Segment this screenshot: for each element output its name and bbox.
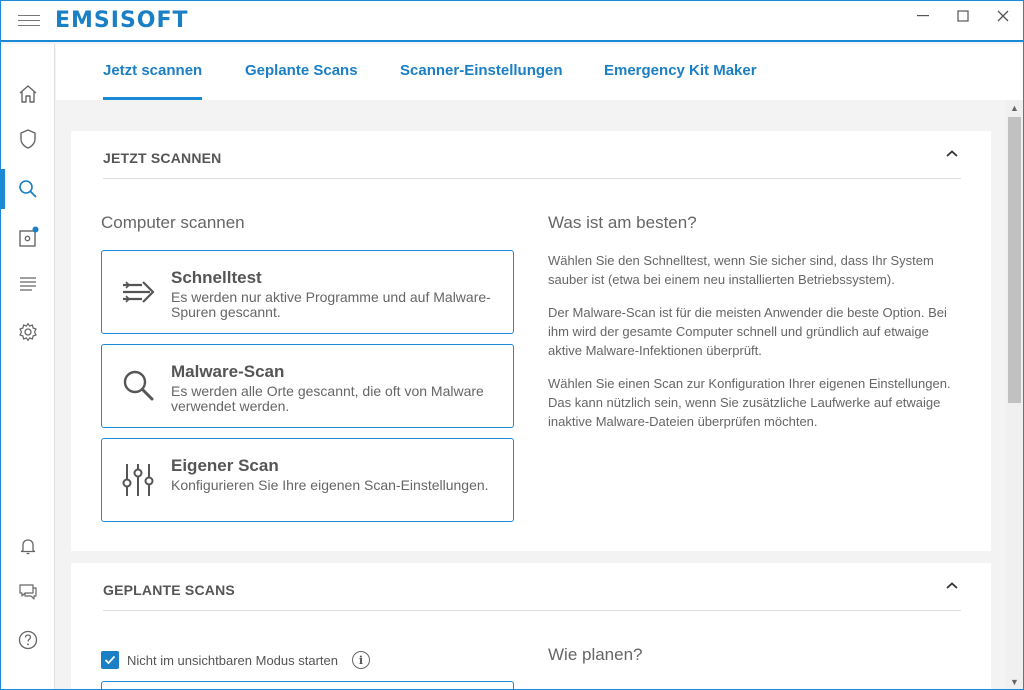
chevron-up-icon[interactable] xyxy=(945,581,959,591)
computer-scan-subtitle: Computer scannen xyxy=(101,213,245,232)
nav-protection[interactable] xyxy=(1,119,54,159)
minimize-button[interactable] xyxy=(903,1,943,31)
search-icon xyxy=(17,178,39,200)
maximize-icon xyxy=(957,10,969,22)
help-title: Was ist am besten? xyxy=(548,213,697,232)
title-bar xyxy=(1,1,1023,42)
custom-scan-title: Eigener Scan xyxy=(171,456,279,475)
custom-scan-button[interactable] xyxy=(101,438,514,522)
help-paragraph-quick: Wählen Sie den Schnelltest, wenn Sie sicher sind, dass Ihr System sauber ist (etwa bei einem neu installierten Betriebssystem). xyxy=(548,253,934,287)
menu-icon[interactable] xyxy=(18,15,40,29)
scheduled-scans-header[interactable] xyxy=(103,563,961,611)
settings-icon xyxy=(17,321,39,343)
vertical-scrollbar[interactable] xyxy=(1006,100,1023,690)
custom-scan-description: Konfigurieren Sie Ihre eigenen Scan-Einstellungen. xyxy=(171,477,489,493)
nav-settings[interactable] xyxy=(1,312,54,352)
invisible-mode-row xyxy=(101,651,370,669)
logs-icon xyxy=(17,273,39,295)
invisible-mode-checkbox[interactable] xyxy=(101,651,119,669)
home-icon xyxy=(17,83,39,105)
malware-scan-button[interactable] xyxy=(101,344,514,428)
help-paragraph-custom: Wählen Sie einen Scan zur Konfiguration Ihrer eigenen Einstellungen. Das kann nützlich sein, wenn Sie zusätzliche Laufwerke auf etwaige inaktive Malware-Dateien überprüfen möchten. xyxy=(548,376,951,429)
nav-quarantine[interactable] xyxy=(1,217,54,257)
tab-scanner-settings[interactable]: Scanner-Einstellungen xyxy=(400,62,563,79)
close-button[interactable] xyxy=(983,1,1023,31)
quick-scan-description: Es werden nur aktive Programme und auf Malware-Spuren gescannt. xyxy=(171,289,491,320)
window-controls xyxy=(903,1,1023,31)
scroll-down-arrow[interactable]: ▼ xyxy=(1010,677,1019,687)
tab-bar xyxy=(56,44,1023,100)
malware-scan-title: Malware-Scan xyxy=(171,362,285,381)
quick-scan-button[interactable] xyxy=(101,250,514,334)
nav-help[interactable] xyxy=(1,620,54,660)
magnifier-icon xyxy=(120,367,158,405)
close-icon xyxy=(997,10,1009,22)
scan-now-title: JETZT SCANNEN xyxy=(103,150,222,166)
help-paragraph-malware: Der Malware-Scan ist für die meisten Anwender die beste Option. Bei ihm wird der gesamte Computer schnell und gründlich auf etwaige aktive Malware-Infektionen überprüft. xyxy=(548,305,947,358)
scheduled-scans-card xyxy=(71,563,991,690)
scroll-thumb[interactable] xyxy=(1008,117,1021,403)
chat-icon xyxy=(17,581,39,603)
how-to-plan-title: Wie planen? xyxy=(548,645,643,664)
shield-icon xyxy=(17,128,39,150)
info-icon[interactable]: i xyxy=(352,651,370,669)
malware-scan-description: Es werden alle Orte gescannt, die oft von Malware verwendet werden. xyxy=(171,383,484,414)
nav-feedback[interactable] xyxy=(1,572,54,612)
scheduled-scans-title: GEPLANTE SCANS xyxy=(103,582,235,598)
scan-now-card xyxy=(71,131,991,551)
invisible-mode-label[interactable]: Nicht im unsichtbaren Modus starten xyxy=(127,652,338,668)
bell-icon xyxy=(17,535,39,557)
tab-scan-now[interactable]: Jetzt scannen xyxy=(103,62,202,100)
quick-scan-icon xyxy=(120,273,158,311)
minimize-icon xyxy=(917,15,929,17)
quarantine-icon xyxy=(17,226,39,248)
tab-scheduled-scans[interactable]: Geplante Scans xyxy=(245,62,358,79)
left-navigation xyxy=(1,44,55,690)
help-icon xyxy=(17,629,39,651)
checkmark-icon xyxy=(104,655,116,665)
maximize-button[interactable] xyxy=(943,1,983,31)
scroll-up-arrow[interactable]: ▲ xyxy=(1010,103,1019,113)
scheduled-scan-option[interactable] xyxy=(101,681,514,690)
scan-now-header[interactable] xyxy=(103,131,961,179)
nav-logs[interactable] xyxy=(1,264,54,304)
nav-home[interactable] xyxy=(1,74,54,114)
nav-notifications[interactable] xyxy=(1,526,54,566)
sliders-icon xyxy=(120,461,158,499)
app-logo: EMSISOFT xyxy=(55,8,189,33)
quick-scan-title: Schnelltest xyxy=(171,268,262,287)
chevron-up-icon[interactable] xyxy=(945,149,959,159)
tab-emergency-kit-maker[interactable]: Emergency Kit Maker xyxy=(604,62,757,79)
nav-scan[interactable] xyxy=(1,169,54,209)
